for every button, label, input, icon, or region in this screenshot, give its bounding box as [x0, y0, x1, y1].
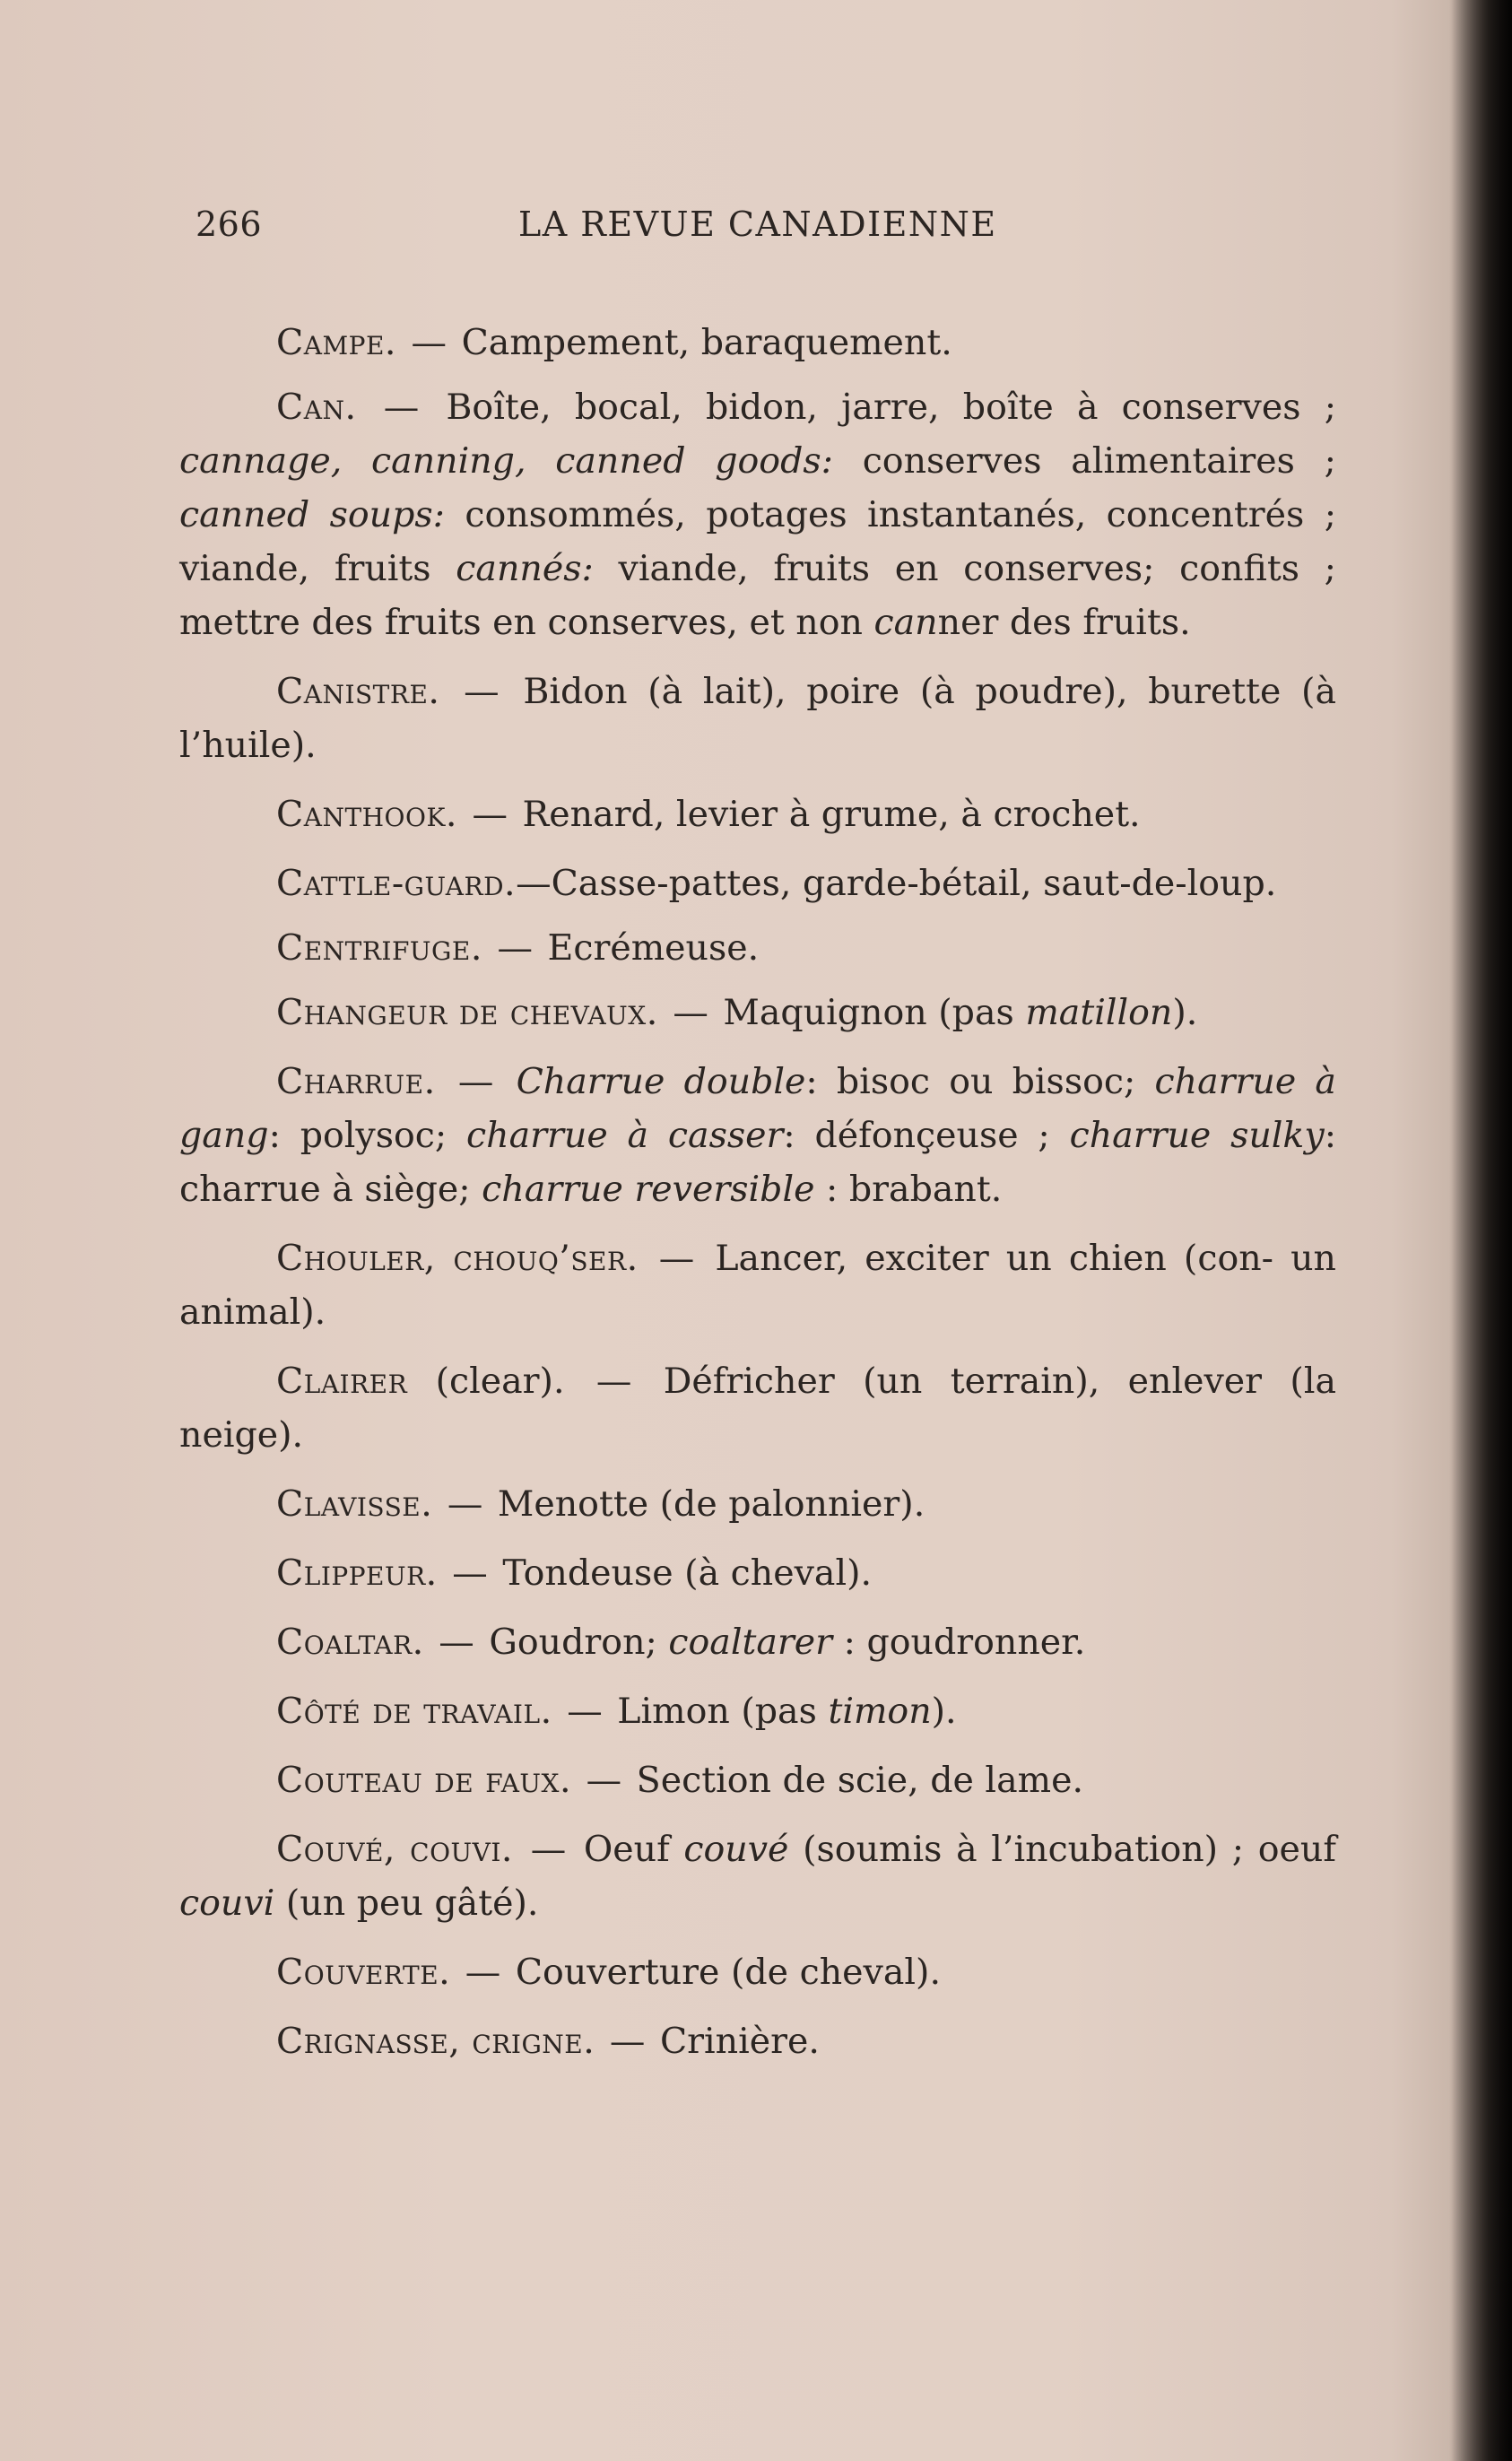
entry-text: Tondeuse (à cheval). — [502, 1552, 873, 1594]
em-dash: — — [411, 322, 448, 363]
em-dash: — — [516, 863, 552, 904]
entry-head: Crignasse, crigne. — [276, 2021, 595, 2062]
em-dash: — — [457, 1061, 494, 1102]
em-dash: — — [586, 1760, 622, 1801]
entry-head: Centrifuge. — [276, 927, 482, 969]
em-dash: — — [530, 1829, 567, 1870]
entry-text: : brabant. — [826, 1169, 1003, 1210]
entry-head: Clippeur. — [276, 1552, 438, 1594]
running-head — [196, 204, 1370, 258]
entry-head: Canistre. — [276, 671, 440, 712]
entry-changeur-de-chevaux — [179, 986, 1336, 1039]
entry-head: Can. — [276, 387, 357, 428]
entry-couteau-de-faux — [179, 1753, 1336, 1807]
entry-italic: couvé — [683, 1829, 789, 1870]
em-dash: — — [609, 2021, 646, 2062]
entry-cattle-guard — [179, 857, 1336, 910]
entry-italic: cannage, canning, canned goods: — [179, 440, 833, 482]
entry-text: Couverture (de cheval). — [515, 1952, 942, 1993]
entry-italic: cannés: — [456, 548, 594, 589]
entry-text: conserves alimentaires ; — [862, 440, 1336, 482]
entry-italic: can — [873, 602, 938, 643]
entry-head: Clavisse. — [276, 1483, 433, 1525]
entry-text: : goudronner. — [843, 1622, 1086, 1663]
entry-italic: timon — [828, 1691, 932, 1732]
entry-text: (un peu gâté). — [285, 1883, 539, 1924]
entry-centrifuge — [179, 921, 1336, 975]
entry-text: ). — [1172, 992, 1198, 1033]
entry-can — [179, 380, 1336, 649]
entry-couve-couvi — [179, 1822, 1336, 1930]
em-dash: — — [452, 1552, 488, 1594]
em-dash: — — [658, 1238, 695, 1279]
entry-text: Limon (pas — [617, 1691, 817, 1732]
entry-charrue — [179, 1055, 1336, 1216]
page-number: 266 — [196, 204, 263, 244]
entry-head: Cattle-guard. — [276, 863, 517, 904]
entry-chouler — [179, 1231, 1336, 1339]
entry-clairer — [179, 1354, 1336, 1462]
entry-text: Crinière. — [659, 2021, 820, 2062]
journal-title: LA REVUE CANADIENNE — [518, 204, 997, 244]
entry-text: : défonçeuse ; — [783, 1115, 1050, 1156]
entry-head: Canthook. — [276, 794, 457, 835]
entry-text: viande, fruits en conserves; confits ; mettre des fruits en conserves, et non — [179, 548, 1336, 643]
entry-campe — [179, 316, 1336, 370]
em-dash: — — [567, 1691, 603, 1732]
entry-text: Boîte, bocal, bidon, jarre, boîte à conserves ; — [446, 387, 1337, 428]
entry-text: Menotte (de palonnier). — [497, 1483, 925, 1525]
entry-text: Section de scie, de lame. — [636, 1760, 1084, 1801]
entry-head: Couteau de faux. — [276, 1760, 572, 1801]
entry-head: Côté de travail. — [276, 1691, 552, 1732]
entry-italic: charrue à gang — [179, 1061, 1336, 1156]
entry-text: Bidon (à lait), poire (à poudre), burette (à l’huile). — [179, 671, 1337, 766]
entry-head: Campe. — [276, 322, 396, 363]
entry-text: Ecrémeuse. — [547, 927, 760, 969]
em-dash: — — [472, 794, 508, 835]
entry-text: Casse-pattes, garde-bétail, saut-de-loup. — [551, 863, 1277, 904]
entry-text: Maquignon (pas — [723, 992, 1014, 1033]
entry-canthook — [179, 787, 1336, 841]
entry-italic: charrue reversible — [482, 1169, 815, 1210]
entry-clavisse — [179, 1477, 1336, 1531]
entry-text: consommés, potages instantanés, concentrés ; viande, fruits — [179, 494, 1337, 589]
em-dash: — — [465, 1952, 501, 1993]
entry-head: Coaltar. — [276, 1622, 424, 1663]
entry-paren: (clear). — [435, 1361, 565, 1402]
entry-text: ). — [931, 1691, 957, 1732]
entry-text: Renard, levier à grume, à crochet. — [522, 794, 1141, 835]
entry-italic: coaltarer — [668, 1622, 833, 1663]
entry-head: Changeur de chevaux. — [276, 992, 658, 1033]
entry-head: Couverte. — [276, 1952, 451, 1993]
em-dash: — — [673, 992, 708, 1033]
entry-crignasse — [179, 2014, 1336, 2068]
entry-couverte — [179, 1945, 1336, 1999]
entry-italic: Charrue double — [516, 1061, 806, 1102]
entry-italic: matillon — [1025, 992, 1173, 1033]
entry-text: Lancer, exciter un chien (con- un animal). — [179, 1238, 1336, 1333]
entry-text: : charrue à siège; — [179, 1115, 1336, 1210]
entry-text: Goudron; — [489, 1622, 657, 1663]
em-dash: — — [497, 927, 533, 969]
em-dash: — — [595, 1361, 632, 1402]
em-dash: — — [447, 1483, 483, 1525]
entry-text: : bisoc ou bissoc; — [805, 1061, 1136, 1102]
entry-text: (soumis à l’incubation) ; oeuf — [803, 1829, 1336, 1870]
entry-text: ner des fruits. — [937, 602, 1191, 643]
entry-clippeur — [179, 1546, 1336, 1600]
em-dash: — — [439, 1622, 474, 1663]
entry-head: Clairer — [276, 1361, 408, 1402]
entry-head: Chouler, chouq’ser. — [276, 1238, 639, 1279]
entry-italic: couvi — [179, 1883, 275, 1924]
entry-head: Couvé, couvi. — [276, 1829, 513, 1870]
page-gutter-shadow — [1449, 0, 1512, 2461]
entry-coaltar — [179, 1615, 1336, 1669]
entry-head: Charrue. — [276, 1061, 436, 1102]
glossary-entries — [179, 316, 1336, 2083]
entry-italic: charrue à casser — [466, 1115, 784, 1156]
entry-text: Oeuf — [583, 1829, 670, 1870]
entry-text: : polysoc; — [268, 1115, 448, 1156]
entry-text: Défricher (un terrain), enlever (la neige). — [179, 1361, 1337, 1456]
entry-text: Campement, baraquement. — [461, 322, 952, 363]
entry-italic: charrue sulky — [1069, 1115, 1325, 1156]
em-dash: — — [464, 671, 500, 712]
entry-italic: canned soups: — [179, 494, 445, 535]
entry-canistre — [179, 665, 1336, 772]
entry-cote-de-travail — [179, 1684, 1336, 1738]
em-dash: — — [383, 387, 420, 428]
